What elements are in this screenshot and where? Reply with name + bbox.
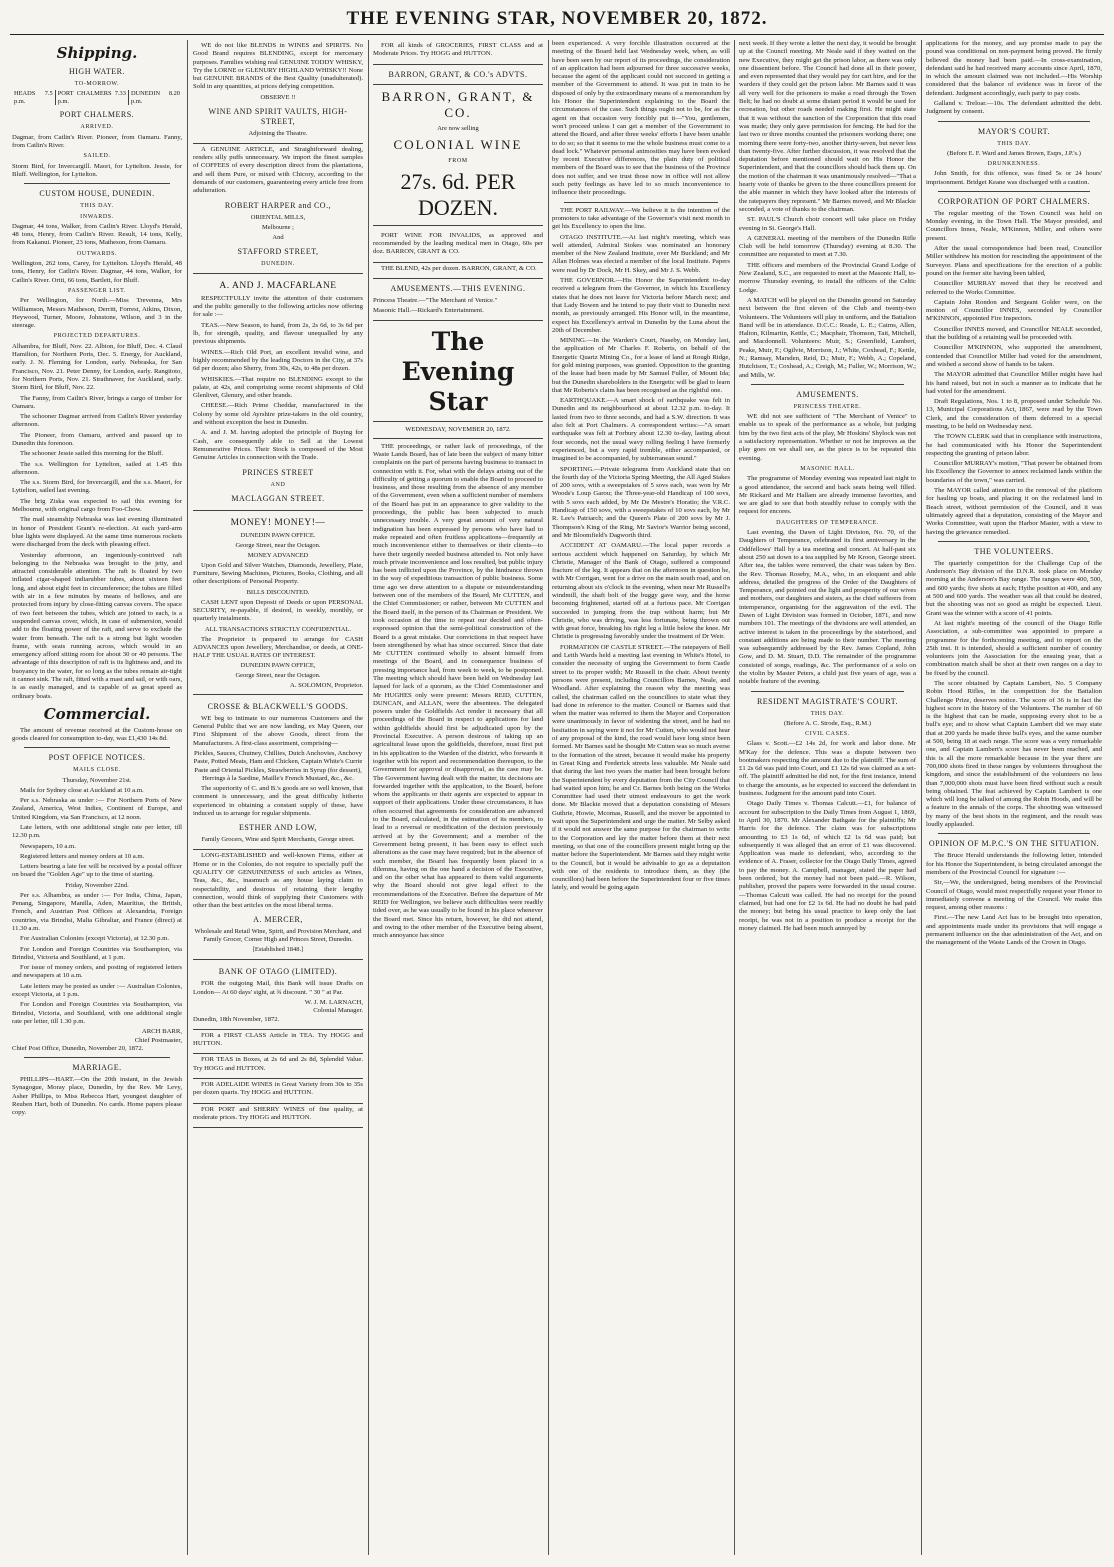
advertisement <box>193 1030 363 1055</box>
passenger-text: Per Wellington, for North.—Miss Trevenna, Mrs Williamson, Messrs Matheson, Derritt, Forrest, Atkins, Dixon, Heywood, Turner, Moore, Johnstone, Wilson, and 3 in the steerage. <box>12 297 182 330</box>
shipping-news: The Fanny, from Catlin's River, brings a cargo of timber for Oamaru. <box>12 394 182 410</box>
divider <box>24 183 170 184</box>
divider <box>938 541 1090 542</box>
advertisement <box>193 144 363 274</box>
daughters-label: DAUGHTERS OF TEMPERANCE. <box>776 519 879 526</box>
volunteers-item: The score obtained by Captain Lambert, No. 5 Company Robin Hood Rifles, in the competition for the Battalion Challenge Prize, deserves notice. The score of 36 is in fact the highest score in the history of the Volunteers. The number of 60 is the highest that can be made, supposing every shot to be a bull's eye; and to show what Captain Lambert did we may state that at 200 yards he made three bull's eyes, and the same number at 500, being 18 at each range. The score was a very remarkable one, and Captain Lambert's score has never been reached, and this is all the more remarkable because in the year there are 700,000 shots fired in these ranges by volunteers throughout the kingdom, and since the establishment of the volunteers no less than 7,000,000 shots must have been fired without such a result being obtained. The feat achieved by Captain Lambert is one which will long be talked of among the Robin Hoods, and will be a feature in the annals of the corps. The shooting was witnessed by many of the best shots in the regiment, and the result was loudly applauded. <box>926 680 1102 829</box>
colonial-manager: Colonial Manager. <box>313 1007 363 1015</box>
mail-notice: Letters bearing a late fee will be received by a postal officer on board the "Golden Age" up to the time of starting. <box>12 863 182 879</box>
coffee-ad: A GENUINE ARTICLE, and Straightforward dealing, renders silly puffs unnecessary. We import the finest samples of COFFEES of every description direct from the plantations, and sell them Pure, or mixed with Chicory, according to the demands of our customers, guaranteeing every article free from adulteration. <box>193 145 363 195</box>
volunteers-item: The quarterly competition for the Challenge Cup of the Anderson's Bay division of the D.N.R. took place on Monday morning at the Anderson's Bay range. The ranges were 400, 500, and 600 yards; five shots at each; Hythe position at 400, and any at 500 and 600 yards. The weather was all that could be desired, but the shooting was not so good as might be expected. Lieut. Grant was the winner with a score of 41 points. <box>926 559 1102 617</box>
council-item: Councillor MURRAY moved that they be received and referred to the Works Committee. <box>926 280 1102 296</box>
divider <box>24 1057 170 1058</box>
opinion-heading: OPINION OF M.P.C.'S ON THE SITUATION. <box>928 839 1100 849</box>
masthead: THE EVENING STAR, NOVEMBER 20, 1872. <box>346 8 768 29</box>
advertisement <box>193 511 363 695</box>
barron-adverts-heading: BARRON, GRANT, & CO.'s ADVTS. <box>388 69 528 79</box>
dunedin-label: DUNEDIN. <box>261 260 295 267</box>
divider <box>373 438 543 439</box>
shipping-news: Yesterday afternoon, an ingeniously-contrived raft belonging to the Nebraska was brought to the jetty, and attracted considerable attention. The raft is floated by two inflated cigar-shaped indiarubber tubes, about sixteen feet long, and about eight feet in circumference; the tubes are filled with air in a few minutes by means of bellows, and are protected from injury by close-fitting canvas covers. The space of two feet between the tubes, which are joined to each, is a suspended canvas cover, which, in case of submersion, would add to the floating power of the raft, and serve to exclude the water from beneath. The raft is a strong but light wooden frame, with seats running across, which would in an emergency afford sitting room for about 30 or 40 persons. The advantage of this description of raft is its lightness and, and its buoyancy in the water, for so long as the tubes remain air-tight it cannot sink. The raft, fitted with a mast and sail, or with oars, is as easily managed, and is capable of as great speed as ordinary boats. <box>12 551 182 700</box>
proprietor-text: The Proprietor is prepared to arrange for CASH ADVANCES upon Jewellery, Merchandise, or deeds, at ONE-HALF THE USUAL RATES OF INTEREST. <box>193 635 363 660</box>
sailed-text: Storm Bird, for Invercargill. Maori, for Lyttelton. Jessie, for Bluff. Wellington, for Lyttelton. <box>12 162 182 178</box>
hogg-hutton-ad: FOR ADELAIDE WINES in Great Variety from 30s to 35s per dozen quarts. Try HOGG and HUTTON. <box>193 1081 363 1097</box>
esther-low: ESTHER AND LOW, <box>238 823 318 833</box>
octagon-address: George Street, near the Octagon. <box>235 541 321 549</box>
news-item: FORMATION OF CASTLE STREET.—The ratepayers of Bell and Leith Wards held a meeting last evening in White's Hotel, to consider the necessity of urging the Government to form Castle street to its proper width; Mr Russell in the chair. About twenty persons were present, including Councillors Barnes, Neale, and Woodland. After explaining the reason why the meeting was called, the chairman called on the councillors to state what they had done in reference to the matter. Council or Barnes said that when the matter was referred to them the Mayor and Corporation were unanimously in favor of widening the street, and he had no hesitation in saying were it not for Mr Cutten, who would not hear of any proposal of the kind, the road would have long since been formed. Mr Barnes said he thought Mr Cutten was so much averse to the formation of the street, because it would make his property in Great King and Frederick streets less valuable. Mr Neale said that during the last two years the matter had been brought before the Superintendent by every deputation from the City Council that had waited upon him; he and Cr. Barnes both being on the Works Committee had used their utmost endeavours to get the work done. Mr Blackie moved that a deputation consisting of Messrs Guthrie, Howie, Mcomas, Russell, and the mover be appointed to wait upon the Superintendent and urge the matter. Mr Selby asked if it would not answer the same purpose for the chairman to write to the Corporation and lay the matter before them at their next meeting, so that one of the councillors present might bring up the matter before the Superintendent. Mr Barnes said they might write to the Council, but it would be advisable to go as a deputation with one of the residents to introduce them, as they (the councillors) had been before the Superintendent four or five times lately, and would be going again <box>552 643 730 892</box>
council-item: The MAYOR called attention to the removal of the platform for hauling up boats, and placing it on the reclaimed land in Beach street, without permission of the Council, and it was ultimately agreed that a deputation, consisting of the Mayor and Works Committee, wait upon the Harbor Master, with a view to having the grievance remedied. <box>926 487 1102 536</box>
divider <box>24 747 170 748</box>
sailed-label: SAILED. <box>83 153 111 160</box>
crosse-blackwell-heading: CROSSE & BLACKWELL'S GOODS. <box>207 701 349 711</box>
macfarlane-cheese: CHEESE.—Rich Prime Cheddar, manufactured in the Colony by some old Ayrshire prize-takers in the old country, and without exception the best in Dunedin. <box>193 402 363 427</box>
octagon-address: George Street, near the Octagon. <box>235 672 321 680</box>
shipping-news: The s.s. Storm Bird, for Invercargill, and the s.s. Maori, for Lyttelton, sailed last evening. <box>12 479 182 495</box>
advertisement <box>193 40 363 144</box>
column-2 <box>193 40 363 1560</box>
news-item: MINING.—In the Warden's Court, Naseby, on Monday last, the application of Mr Charles F. Roberts, on behalf of the Energetic Quartz Mining Co., for a lease of land at Rough Ridge, for gold mining purposes, was granted. Opposition to the granting of the lease had been made by Mr Samuel Fuller, of Mount Ida; but the Dunedin shareholders in the Energetic will be glad to learn that Mr Roberts's claim has been recognised as the rightful one. <box>552 337 730 394</box>
court-continued: applications for the money, and say promise made to pay the pound was conditional on non-payment being proved. He firmly believed the money had been paid.—In cross-examination, defendant said he had received many accounts since April, 1870, in which the amount claimed was not included.—His Worship considered that the balance of evidence was in favor of the defendant. Judgment accordingly, each party to pay costs. <box>926 40 1102 97</box>
amusements-heading: AMUSEMENTS. <box>796 389 859 399</box>
money-heading: MONEY! MONEY!— <box>230 517 326 528</box>
groceries-ad: FOR all kinds of GROCERIES, FIRST CLASS and at Moderate Prices. Try HOGG and HUTTON. <box>373 42 543 58</box>
inwards-text: Dagmar, 44 tons, Walker, from Catlin's River. Lloyd's Herald, 48 tons, Henry, from Catlin's River. Result, 14 tons, Kelly, from Kakanui. Pioneer, 23 tons, Matheson, from Oamaru. <box>12 222 182 247</box>
projected-text: Alhambra, for Bluff, Nov. 22. Albion, for Bluff, Dec. 4. Claud Hamilton, for Northern Ports, Dec. 5. Energy, for Auckland, early. J. N. Fleming for London, early. Nebraska, for San Francisco, Nov. 21. Peter Denny, for London, early. Rangitoto, for Northern Ports, Nov. 21. Strathnaver, for Auckland, early. Storm Bird, for Bluff, Nov. 22. <box>12 342 182 392</box>
advertisement <box>373 263 543 279</box>
advertisement <box>193 695 363 851</box>
mail-notice: Per s.s. Alhambra, as under :— For India, China, Japan, Penang, Singapore, Manilla, Aden, Mauritius, the British, French, and Austrian Post Offices at Alexandria, Foreign countries, via Brindisi, Malta Gibraltar, and France (direct) at 11.30 a.m. <box>12 891 182 932</box>
tide-port-chalmers: PORT CHALMERS 7.33 p.m. <box>55 90 128 105</box>
divider <box>373 320 543 321</box>
inwards-label: INWARDS. <box>80 213 114 220</box>
larnach-name: W. J. M. LARNACH, <box>304 999 363 1006</box>
maclaggan-street: MACLAGGAN STREET. <box>231 493 325 503</box>
advertisement <box>193 1054 363 1079</box>
mail-notice: Per s.s. Nebraska as under :— For Northern Ports of New Zealand, America, West Indies, Continent of Europe, and United Kingdom, via San Francisco, at 12 noon. <box>12 797 182 821</box>
column-rule <box>368 40 369 1555</box>
council-item: Draft Regulations, Nos. 1 to 8, proposed under Schedule No. 13, Municipal Corporations Act, 1867, were read by the Town Clerk, and the consideration of them deferred to a special meeting, to be held on Wednesday next. <box>926 398 1102 430</box>
cash-lent: CASH LENT upon Deposit of Deeds or upon PERSONAL SECURITY, re-payable, if desired, in weekly, monthly, or quarterly instalments. <box>193 598 363 623</box>
before-justices: (Before E. F. Ward and James Brown, Esqrs, J.P.'s.) <box>947 149 1081 157</box>
to-morrow-label: TO-MORROW. <box>74 81 120 87</box>
divider <box>373 225 543 226</box>
blend-ad: THE BLEND, 42s per dozen. BARRON, GRANT, & CO. <box>381 264 537 272</box>
mail-notice: For issue of money orders, and posting of registered letters and newspapers at 10 a.m. <box>12 964 182 980</box>
shipping-news: The s.s. Wellington for Lyttelton, sailed at 1.45 this afternoon. <box>12 460 182 476</box>
divider <box>938 833 1090 834</box>
wine-price: 27s. 6d. PER DOZEN. <box>400 168 516 220</box>
thursday-label: Thursday, November 21st. <box>62 776 132 784</box>
pawn-office: DUNEDIN PAWN OFFICE, <box>240 662 316 670</box>
outwards-label: OUTWARDS. <box>76 250 118 257</box>
port-invalids-ad: PORT WINE FOR INVALIDS, as approved and recommended by the leading medical men in Otago, 60s per doz. BARRON, GRANT & CO. <box>373 231 543 256</box>
this-day-label: THIS DAY. <box>80 203 114 210</box>
divider <box>938 191 1090 192</box>
council-item: Councillor M'KINNON, who supported the amendment, contended that Councillor Miller had voted for the amendment, and wished a second show of hands to be taken. <box>926 344 1102 368</box>
news-item: SPORTING.—Private telegrams from Auckland state that on the fourth day of the Victoria Spring Meeting, the All Aged Stakes of 200 sovs, with a sweepstakes of 5 sovs each, was won by Mr Woods's Loup Garou; the Three-year-old Handicap of 100 sovs, with 5 sovs each added, by Mr De Mestre's Horatio; the V.R.C. Handicap of 150 sovs, with a sweepstakes of 10 sovs each, by Mr R. Lee's Patriarch; and the Queen's Plate of 200 sovs by Mr J. Thompson's King of the Ring, Mr Savior's Warrior being second, and Mr Bloomfield's Dagworth third. <box>552 465 730 539</box>
column-rule <box>734 40 735 1555</box>
crosse-list: Pickles, Sauces, Chutney, Chillies, Dutch Anchovies, Anchovy Paste, Potted Meats, Ham and Chicken, Captain White's Currie Paste and Oriental Pickles, Strawberries in Syrup (for dessert), Herrings à la Sardine, Maille's French Mustard, &c., &c. <box>193 749 363 782</box>
resident-magistrate-heading: RESIDENT MAGISTRATE'S COURT. <box>756 696 899 706</box>
issue-date: WEDNESDAY, NOVEMBER 20, 1872. <box>405 425 511 433</box>
money-advanced: MONEY ADVANCED <box>247 551 309 559</box>
projected-departures-label: PROJECTED DEPARTURES. <box>53 333 141 340</box>
column-6 <box>926 40 1102 1560</box>
leader-article: THE proceedings, or rather lack of proceedings, of the Waste Lands Board, has of late been the subject of many bitter complaints on the part of persons having business to transact in connection with it. For, what with the delays arising out of the difficulty of getting a quorum to enable the Board to proceed to business, and those resulting from the absence of any member of the Government, even when a sufficient number of members of the Board has put in an appearance to give validity to the proceedings, the public has been subjected to much unnecessary trouble. A very great amount of very natural indignation has been expressed by persons who have had to make repeated and often fruitless applications—frequently at much inconvenience either to themselves or their clients—to have their urgently needed business attended to. Not only have much private inconvenience and loss resulted, but public injury has been inflicted upon the Province, by the hindrance thrown in the way of expeditious transaction of public business. Some time ago we drew attention to a dispute or misunderstanding between one of the members of the Board, Mr CUTTEN, and the Chief Commissioner; or rather, between Mr CUTTEN and the Board itself, in the person of its Chairman or President. We took occasion at the time to repeat our decided and often-expressed opinion that the semi-political construction of the Board is a great mistake. Our convictions in that respect have been strengthened by what has since occurred. Since that date Mr CUTTEN continued wholly to absent himself from meetings of the Board, and in consequence business of pressing importance had, from week to week, to be postponed. The meeting which should have been held on Wednesday last lapsed for lack of a quorum, as the Chief Commissioner and Mr HUGHES only were present: Messrs REID, CUTTEN, DUNCAN, and ALLAN, were the absentees. The delegated powers under the Goldfields Act render it necessary that all proceedings of the Board in respect to applications for land within goldfields should first be adjudicated upon by the Provincial Executive. A person desirous of taking up an agricultural lease upon the goldfields, therefore, must first put in his application to the Warden of the district, who forwards it together with his report and recommendation thereupon, to the Government for approval or disapproval, as the case may be. The Government having dealt with the matter, its decisions are forwarded together with the application, to the Board, before whom the applicants or their agents are expected to appear in support of their applications. Under these circumstances, it has often occurred that agreements for consideration are advanced to the Board, calculated, in the estimation of its members, to lead to a reversal or modification of the decision previously arrived at by the Government; and a member of the Government being present, it has been easy to effect such alterations as the case may have required; but in the absence of such member, the Board has frequently been placed in a dilemma, having on the one hand a decision of the Executive, and on the other what has appeared to them valid arguments why the Board should not give legal effect to the recommendations of the Executive. Before the departure of Mr REID for Wellington, we believe such difficulties were readily tided over, as he was usually to be found in his place whenever the Board met. Since his return, however, he did not attend, and owing to the other member of the Executive being absent, much annoyance has since <box>373 442 543 940</box>
advertisement <box>193 1104 363 1129</box>
news-item: THE PORT RAILWAY.—We believe it is the intention of the promoters to take advantage of the Governor's visit next month to get his Excellency to open the line. <box>552 206 730 231</box>
hogg-hutton-ad: FOR a FIRST CLASS Article in TEA. Try HOGG and HUTTON. <box>193 1031 363 1048</box>
mail-notice: For Australian Colonies (except Victoria), at 12.30 p.m. <box>20 935 169 943</box>
news-item: OTAGO INSTITUTE.—At last night's meeting, which was well attended, Admiral Stokes was nominated an honorary member of the New Zealand Institute, over Mr Buckland; and Mr Allan Holmes was elected a member of the local Institute. Papers were read by Dr Dock, Mr H. Skey, and Mr J. S. Webb. <box>552 233 730 274</box>
column-rule <box>548 40 549 1555</box>
news-item: A MATCH will be played on the Dunedin ground on Saturday next between the first eleven of the Club and twenty-two Volunteers. The Volunteers will play in uniform, and the Battalion Band will be in attendance. D.C.C.: Reade, L. E.; Cairns, Allen, Halton, Kilmartin, Kettle, C.; Macphair, Thomson, Tait, Mitchell, and Macdonnell. Volunteers: Muir, S.; Greenfield, Lambert, Peake, Muir, F.; Ogilvie, Morrison, J.; White, Coxhead, F.; Kettle, N.; Ramsay, Marsden, Reid, D.; Muir, F.; Webb, A.; Copeland, Hutchison, T.; Coxhead, A.; Creigh, M.; Fuller, W.; Morrison, W.; and Mills, W. <box>739 296 916 379</box>
pawn-office: DUNEDIN PAWN OFFICE. <box>240 531 316 539</box>
council-item: The MAYOR admitted that Councillor Miller might have had his hand raised, but not in such a manner as to indicate that he had voted for the amendment. <box>926 371 1102 395</box>
news-item: A GENERAL meeting of the members of the Dunedin Rifle Club will be held tomorrow (Thursday) evening at 8.30. The committee are requested to meet at 7.30. <box>739 234 916 259</box>
news-item: ST. PAUL'S Church choir concert will take place on Friday evening in St. George's Hall. <box>739 216 916 232</box>
temperance-report: Last evening, the Dawn of Light Division, No. 70, of the Daughters of Temperance, celebrated its first anniversary in the Oddfellows' Hall by a tea meeting and concert. At half-past six about 250 sat down to a tea supplied by Mr Kroon, George street. After tea, the tables were removed, the chair was taken by Bro. the Rev. Thomas Roseby, M.A., who, in an eloquent and able address, detailed the progress of the Order of the Daughters of Temperance, and pointed out the light and prosperity of our wives and mothers, our daughters and sisters, as the chief sufferers from intemperance, organising for the aggravation of the evil. The Dawn of Light Division was formed in October, 1871, and now numbers 101. The meetings of the divisions are well attended, an active interest is taken in the proceedings by the sisterhood, and constant additions are being made to their number. The meeting was subsequently addressed by the Rev. James Copland, John Gow, and D. M. Stuart, D.D. The remainder of the programme consisted of songs, readings, &c. The performance of a solo on the violin by Master Peters, a child just five years of age, was a notable feature of the evening. <box>739 529 916 686</box>
column-rule <box>187 40 188 1555</box>
civil-cases-label: CIVIL CASES. <box>805 730 850 737</box>
council-item: The regular meeting of the Town Council was held on Monday evening, in the Town Hall. The Mayor presided, and Councillors Innes, Neale, M'Kinnon, Miller, and others were present. <box>926 209 1102 242</box>
hogg-hutton-ad: FOR TEAS in Boxes, at 2s 6d and 2s 8d, Splendid Value. Try HOGG and HUTTON. <box>193 1056 363 1072</box>
shipping-news: The mail steamship Nebraska was last evening illuminated in honor of President Grant's re-election. At each yard-arm blue lights were displayed. At the same time numerous rockets were discharged from the deck with pleasing effect. <box>12 516 182 549</box>
news-continued: next week. If they wrote a letter the next day, it would be brought up at the Council meeting. Mr Neale said if they waited on the new Executive, they might get the prison labor, as there was only one dissentient before. The Council had done all in their power, and even represented that they would pay for cart hire, and for the warders if they could get the prison labor. Mr Barnes said it was all very well for the prisoners to make a road through the Town Belt; he had no doubt at some distant period it would be used for recreation, but other roads needed making first. He might state that it was without the sanction of the Corporation that this road was made; they only gave permission for fencing. He had for the last two or three months counted the prisoners working there; one morning there were forty-two, another thirty-seven, but never less than twenty-five. After further discussion, it was resolved that the deputation before mentioned should wait on His Honor the Superintendent, and that the councillors should back them up. On the motion of the chairman it was unanimously resolved—"That a hearty vote of thanks be given to the three councillors present for the able manner in which they have looked after the interests of the ratepayers they represent." Mr Barnes moved, and Mr Blackie seconded, a vote of thanks to the chairman. <box>739 40 916 213</box>
colonial-wine: COLONIAL WINE <box>393 136 523 152</box>
tide-table <box>12 90 182 105</box>
macfarlane-whiskies: WHISKIES.—That require no BLENDING except to the palate, at 42s, and comprising some recent shipments of Old Glenlivet, Glenury, and other brands. <box>193 375 363 400</box>
mercer-sub: Wholesale and Retail Wine, Spirit, and Provision Merchant, and Family Grocer, Corner High and Princes Street, Dunedin. <box>194 928 362 944</box>
opinion-item: Sir,—We, the undersigned, being members of the Provincial Council of Otago, would most respectfully request your Honor to immediately convene a meeting of the Council. We make this request, among other reasons : <box>926 879 1102 912</box>
high-water-heading: HIGH WATER. <box>68 67 125 76</box>
mayors-court-heading: MAYOR'S COURT. <box>978 126 1050 136</box>
column-1 <box>12 40 182 1560</box>
macfarlane-teas: TEAS.—New Season, to hand, from 2s, 2s 6d, to 3s 6d per lb, for strength, quality, and flavour unequalled by any previous shipments. <box>193 321 363 346</box>
postmaster-title: Chief Postmaster, <box>134 1036 182 1044</box>
divider <box>751 384 904 385</box>
opinion-item: First.—The new Land Act has to be brought into operation, and appointments made under its provisions that will engage a permanent influence on the due administration of the Act, and on the management of the Waste Lands of the Crown in Otago. <box>926 914 1102 947</box>
long-established: LONG-ESTABLISHED and well-known Firms, either at Home or in the Colonies, do not require to specially puff the QUALITY OF GENUINENESS of such articles as Wines, Teas, &c., &c., inasmuch as any house laying claim to respectability, and desirous of retaining their lengthy connection, would think of supplying their Customers with other than the best articles on the most liberal terms. <box>193 852 363 910</box>
custom-house-heading: CUSTOM HOUSE, DUNEDIN. <box>39 189 155 199</box>
tide-dunedin: DUNEDIN 8.20 p.m. <box>128 90 182 105</box>
mercer-name: A. MERCER, <box>253 915 303 925</box>
bank-date: Dunedin, 18th November, 1872. <box>193 1015 280 1023</box>
postmaster-name: ARCH BARR, <box>141 1028 182 1036</box>
commercial-text: The amount of revenue received at the Custom-house on goods cleared for consumption to-day, was £1,430 14s 8d. <box>12 726 182 743</box>
council-item: The TOWN CLERK said that in compliance with instructions, he had communicated with his Honor the Superintendent respecting the granting of prison labor. <box>926 433 1102 457</box>
shipping-news: The schooner Jessie sailed this morning for the Bluff. <box>20 450 164 458</box>
column-4 <box>552 40 730 1560</box>
council-item: Captain John Rondon and Sergeant Golder were, on the motion of Councillor INNES, seconded by Councillor M'KINNON, appointed Fire Inspectors. <box>926 298 1102 323</box>
outwards-text: Wellington, 262 tons, Carey, for Lyttelton. Lloyd's Herald, 48 tons, Henry, for Catlin's River. Dagmar, 44 tons, Walker, for Catlin's River. Oriti, 66 tons, Bartlett, for Bluff. <box>12 260 182 284</box>
bank-text: FOR the outgoing Mail, this Bank will issue Drafts on London— At 60 days' sight, at ¾ discount. " 30 " at Par. <box>193 980 363 996</box>
shipping-news: The schooner Dagmar arrived from Catlin's River yesterday afternoon. <box>12 413 182 429</box>
macfarlane-heading: A. AND J. MACFARLANE <box>219 280 337 291</box>
drunkenness-label: DRUNKENNESS. <box>987 160 1041 167</box>
corporation-heading: CORPORATION OF PORT CHALMERS. <box>937 196 1091 206</box>
advertisement <box>193 274 363 511</box>
advertisement <box>373 230 543 263</box>
council-item: Councillor MURRAY's motion, "That power be obtained from his Excellency the Governor to annex reclaimed lands within the boundaries of the town," was carried. <box>926 460 1102 484</box>
news-item: THE officers and members of the Provincial Grand Lodge of New Zealand, S.C., are requested to meet at the Masonic Hall, to-morrow Thursday evening, to install the officers of the Celtic Lodge. <box>739 261 916 294</box>
amusements-heading: AMUSEMENTS.—THIS EVENING. <box>390 284 526 294</box>
marriage-heading: MARRIAGE. <box>72 1063 122 1073</box>
commercial-heading: Commercial. <box>43 704 151 723</box>
amusement-item: Masonic Hall.—Rickard's Entertainment. <box>373 307 484 315</box>
passenger-list-label: PASSENGER LIST. <box>67 287 126 294</box>
this-day-label: THIS DAY. <box>810 710 845 717</box>
divider <box>938 121 1090 122</box>
oriental-mills: ORIENTAL MILLS, <box>250 213 306 221</box>
advertisement <box>373 40 543 65</box>
mail-notice: For London and Foreign Countries via Southampton, via Brindisi, Victoria and Southland, at 1 p.m. <box>12 945 182 961</box>
port-chalmers-heading: PORT CHALMERS. <box>59 110 135 120</box>
hogg-hutton-ad: FOR PORT and SHERRY WINES of fine quality, at moderate prices. Try HOGG and HUTTON. <box>193 1105 363 1121</box>
theatre-review: WE did not see sufficient of "The Merchant of Venice" to enable us to speak of the performance as a whole, but judging him by the two first acts of the play, Mr Hoskins' Shylock was not a satisfactory representation. Whether or not he improves as the play goes on we shall see, as the piece is to be repeated this evening. <box>739 413 916 462</box>
post-office-heading: POST OFFICE NOTICES. <box>48 753 146 763</box>
princes-street: PRINCES STREET <box>242 467 314 477</box>
and-label: And <box>272 233 284 241</box>
mail-notice: Late letters may be posted as under :— Australian Colonies, except Victoria, at 1 p.m. <box>12 982 182 999</box>
shipping-heading: Shipping. <box>56 44 138 62</box>
court-case: Otago Daily Times v. Thomas Calcutt.—£1, for balance of account for subscription to the Daily Times from August 1, 1869, to April 30, 1870. Mr Alexander Bathgate for the plaintiffs; Mr Harris for the defence. The claim was for subscriptions amounting to £3 1s 6d, of which £2 1s 6d was paid; but subsequently it was alleged that an error of £1 was discovered. Application was made to defendant, who, according to the evidence of A. Fraser, collector for the Otago Daily Times, agreed to pay the money. A. Campbell, manager, stated the paper had been ordered, but the money had not been paid.—R. Wilson, publisher, proved the papers were forwarded in the usual course.—Thomas Calcutt was called. He had no receipt for the pound claimed, but had one for £2 1s 6d. He had no doubt he had paid the money; but being his usual practice to keep only the last receipt, he was not in a position to produce a receipt for the money claimed. He had been much annoyed by <box>739 800 916 932</box>
court-case: John Smith, for this offence, was fined 5s or 24 hours' imprisonment. Bridget Keane was discharged with a caution. <box>926 170 1102 186</box>
mail-notice: Late letters, with one additional single rate per letter, till 12.30 p.m. <box>12 823 182 840</box>
bank-of-otago: BANK OF OTAGO (LIMITED). <box>218 967 338 977</box>
divider <box>564 202 718 203</box>
post-office-date: Chief Post Office, Dunedin, November 20, 1872. <box>12 1044 144 1052</box>
established: [Established 1848.] <box>252 946 304 954</box>
money-text: Upon Gold and Silver Watches, Diamonds, Jewellery, Plate, Furniture, Sewing Machines, Pictures, Books, Clothing, and all other descriptions of Personal Property. <box>193 561 363 586</box>
column-rule <box>921 40 922 1555</box>
this-day-label: THIS DAY. <box>997 140 1031 147</box>
masonic-hall-label: MASONIC HALL. <box>800 465 855 472</box>
wine-vaults-heading: WINE AND SPIRIT VAULTS, HIGH-STREET, <box>208 106 348 126</box>
and-label: AND <box>270 481 286 488</box>
macfarlane-close: A. and J. M. having adopted the principle of Buying for Cash, are consequently able to Sell at the Lowest Remunerative Prices. Their Stock is composed of the Most Genuine Articles in connection with the Trade. <box>193 429 363 462</box>
mail-notice: Mails for Sydney close at Auckland at 10 a.m. <box>20 786 144 794</box>
leader-continued: been experienced. A very forcible illustration occurred at the meeting of the Board held last Wednesday week, when, as will have been seen by our report of its proceedings, the consideration of an application had been adjourned for three successive weeks, because the agent of the applicant could not succeed in getting a member of the Government to attend. It was put in train to be disposed of only by the extraordinary means of a memorandum by his Honor the Superintendent explaining to the Board the circumstances of the case. Such things ought not to be, for as the agent on that occasion very forcibly put it—"You, gentlemen, won't proceed unless I can get a member of the Government to attend the Board, and after three weeks' efforts I have been unable to do so; so that it seems to me the whole business must come to a dead lock." Whatever personal animosities may have been evoked by recent Executive differences, the plain duty of political members of the Board was to see that the business of the Province does not suffer, and we trust those now in office will not allow such petty feelings as have led to so much inconvenience to influence their proceedings. <box>552 40 730 197</box>
volunteers-item: At last night's meeting of the council of the Otago Rifle Association, a sub-committee was appointed to prepare a programme for the forthcoming meeting, and to report on the 25th inst. It is intended, should a sufficient number of country volunteers join the Association for the ensuing year, that a combination match shall be shot at their own ranges on a day to be fixed by the council. <box>926 619 1102 677</box>
harper-name: ROBERT HARPER and CO., <box>224 200 332 210</box>
column-3 <box>373 40 543 1560</box>
friday-label: Friday, November 22nd. <box>65 881 129 889</box>
advertisement <box>193 1079 363 1104</box>
mails-close-label: MAILS CLOSE. <box>73 767 121 774</box>
opinion-item: The Bruce Herald understands the following letter, intended for his Honor the Superintendent, is being circulated amongst the members of the Provincial Council for signature :— <box>926 852 1102 876</box>
solomon-name: A. SOLOMON, Proprietor. <box>289 682 363 690</box>
adjoining-theatre: Adjoining the Theatre. <box>248 129 308 137</box>
council-item: Councillor INNES moved, and Councillor NEALE seconded, that the building of a retaining wall be proceeded with. <box>926 325 1102 342</box>
court-case: Glass v. Scott.—£2 14s 2d, for work and labor done. Mr M'Kay for the defence. This was a dispute between two bootmakers respecting the amount due to the plaintiff. The sum of £1 2s 6d was paid into Court, and £1 12s 6d was claimed as a set-off. The plaintiff admitted he did not, for the first instance, intend to charge the amounts, as he expected to succeed the defendant in business. Judgment for the amount paid into Court. <box>739 740 916 798</box>
masthead-rule <box>10 34 1104 35</box>
court-case: Galland v. Treloar.—10s. The defendant admitted the debt. Judgment by consent. <box>926 100 1102 116</box>
evening-star-title: The Evening Star <box>401 326 515 416</box>
divider <box>751 691 904 692</box>
volunteers-heading: THE VOLUNTEERS. <box>974 546 1054 556</box>
column-5 <box>739 40 916 1560</box>
news-item: ACCIDENT AT OAMARU.—The local paper records a serious accident which happened on Saturday, by which Mr Christie, Manager of the Bank of Otago, suffered a compound fracture of the leg. It appears that on the afternoon in question he, with Mr Corrigan, went for a drive on the main south road, and on returning about six o'clock in the evening, when near Mr Russell's windmill, the shaft bolt of the buggy gave way, and the horse becoming frightened, started off at a furious pace. Mr Corrigan succeeded in jumping from the trap without harm; but Mr Christie, who was driving, was less fortunate, being thrown out with great force, breaking his right leg a little below the knee. Mr Christie is progressing favorably under the treatment of Dr Weir. <box>552 542 730 641</box>
tide-heads: HEADS 7.5 p.m. <box>14 90 53 105</box>
shipping-news: The Pioneer, from Oamaru, arrived and passed up to Dunedin this forenoon. <box>12 431 182 447</box>
melbourne-label: Melbourne ; <box>262 223 294 231</box>
marriage-notice: PHILLIPS—HART.—On the 20th instant, in the Jewish Synagogue, Moray place, Dunedin, by the Rev. Mr Levy, Asher Phillips, to Miss Rebecca Hart, youngest daughter of Reuben Hart, both of Dunedin. No cards. Home papers please copy. <box>12 1076 182 1117</box>
confidential: ALL TRANSACTIONS STRICTLY CONFIDENTIAL. <box>204 625 352 633</box>
observe-label: OBSERVE !! <box>260 93 296 101</box>
council-item: After the usual correspondence had been read, Councillor Miller withdrew his motion for rescinding the appointment of the Surveyor. Plans and specifications for the erection of a public pound on the former site having been tabled, <box>926 245 1102 277</box>
from-label: FROM <box>448 157 468 164</box>
mail-notice: Registered letters and money orders at 10 a.m. <box>20 852 145 860</box>
arrived-label: ARRIVED. <box>80 124 114 131</box>
crosse-close: The superiority of C. and B.'s goods are so well known, that comment is unnecessary, and the great difficulty hitherto experienced in obtaining a constant supply of these, have induced us to arrange for regular shipments. <box>193 785 363 818</box>
divider <box>373 84 543 85</box>
bills-discounted: BILLS DISCOUNTED. <box>246 588 310 596</box>
mail-notice: Newspapers, 10 a.m. <box>20 842 76 850</box>
princess-theatre-label: PRINCESS THEATRE. <box>793 403 862 410</box>
crosse-text: WE beg to intimate to our numerous Customers and the General Public that we are now landing, ex May Queen, our First Shipment of the above Goods, direct from the Manufacturers. A first-class assortment, comprising— <box>193 714 363 747</box>
barron-grant-title: BARRON, GRANT, & CO. <box>381 88 535 120</box>
divider <box>373 421 543 422</box>
macfarlane-intro: RESPECTFULLY invite the attention of their customers and the public generally to the following articles now offering for sale :— <box>193 294 363 319</box>
mail-notice: For London and Foreign Countries via Southampton, via Brindisi, Victoria, and Southland, with one additional single rate per letter, till 1.30 p.m. <box>12 1001 182 1025</box>
stafford-street: STAFFORD STREET, <box>237 246 319 256</box>
shipping-news: The brig Ziska was expected to sail this evening for Melbourne, with original cargo from Foo-Chow. <box>12 497 182 514</box>
advertisement <box>193 960 363 1029</box>
masonic-review: The programme of Monday evening was repeated last night to a good attendance, the second and back seats being well filled. Mr Rickard and Mr Hallam are already immense favorites, and we are glad to see that both steadily refuse to comply with the request for encores. <box>739 475 916 516</box>
news-item: THE GOVERNOR.—His Honor the Superintendent to-day received a telegram from the Governor, in which his Excellency states that he does not leave for Victoria before March next; and that Lady Bowen and he intend to pay their visit to Dunedin next month, as previously arranged. His Honor will, in the meantime, expect his Excellency's arrival in Dunedin by the Luna about the 20th of December. <box>552 277 730 334</box>
arrived-text: Dagmar, from Catlin's River. Pioneer, from Oamaru. Fanny, from Catlin's River. <box>12 133 182 150</box>
esther-sub: Family Grocers, Wine and Spirit Merchants, George street. <box>201 836 355 844</box>
macfarlane-wines: WINES.—Rich Old Port, an excellent invalid wine, and highly recommended by the leading Doctors in the City, at 37s 6d per dozen; also Sherry, from 30s, 42s, to 48s per dozen. <box>193 348 363 373</box>
advertisement <box>193 850 363 960</box>
news-item: EARTHQUAKE.—A smart shock of earthquake was felt in Dunedin and its neighbourhood at about 12.32 p.m. to-day. It lasted from two to three seconds, and had a S.W. direction. It was also felt at Port Chalmers. A correspondent writes:—"A smart earthquake was felt at Forbury about 12.30 to-day, lasting about four seconds, not the usual wavy rolling feeling I have formerly experienced, but a very rapid tremble, either accompanied, or imagined to be accompanied, by subterranean sound." <box>552 397 730 463</box>
before-magistrate: (Before A. C. Strode, Esq., R.M.) <box>783 719 872 727</box>
amusement-item: Princess Theatre.—"The Merchant of Venice." <box>373 297 498 305</box>
now-selling: Are now selling <box>437 124 479 132</box>
blends-ad: WE do not like BLENDS in WINES and SPIRITS. No Good Brand requires BLENDING, except for mercenary purposes. Families wishing real GENUINE TODDY WHISKY, Try the LORNE or GLENURY HIGHLAND WHISKY!! None but GENUINE BRANDS of the Best Quality (unadulterated). Sold in any quantities, at prices defying competition. <box>193 42 363 91</box>
